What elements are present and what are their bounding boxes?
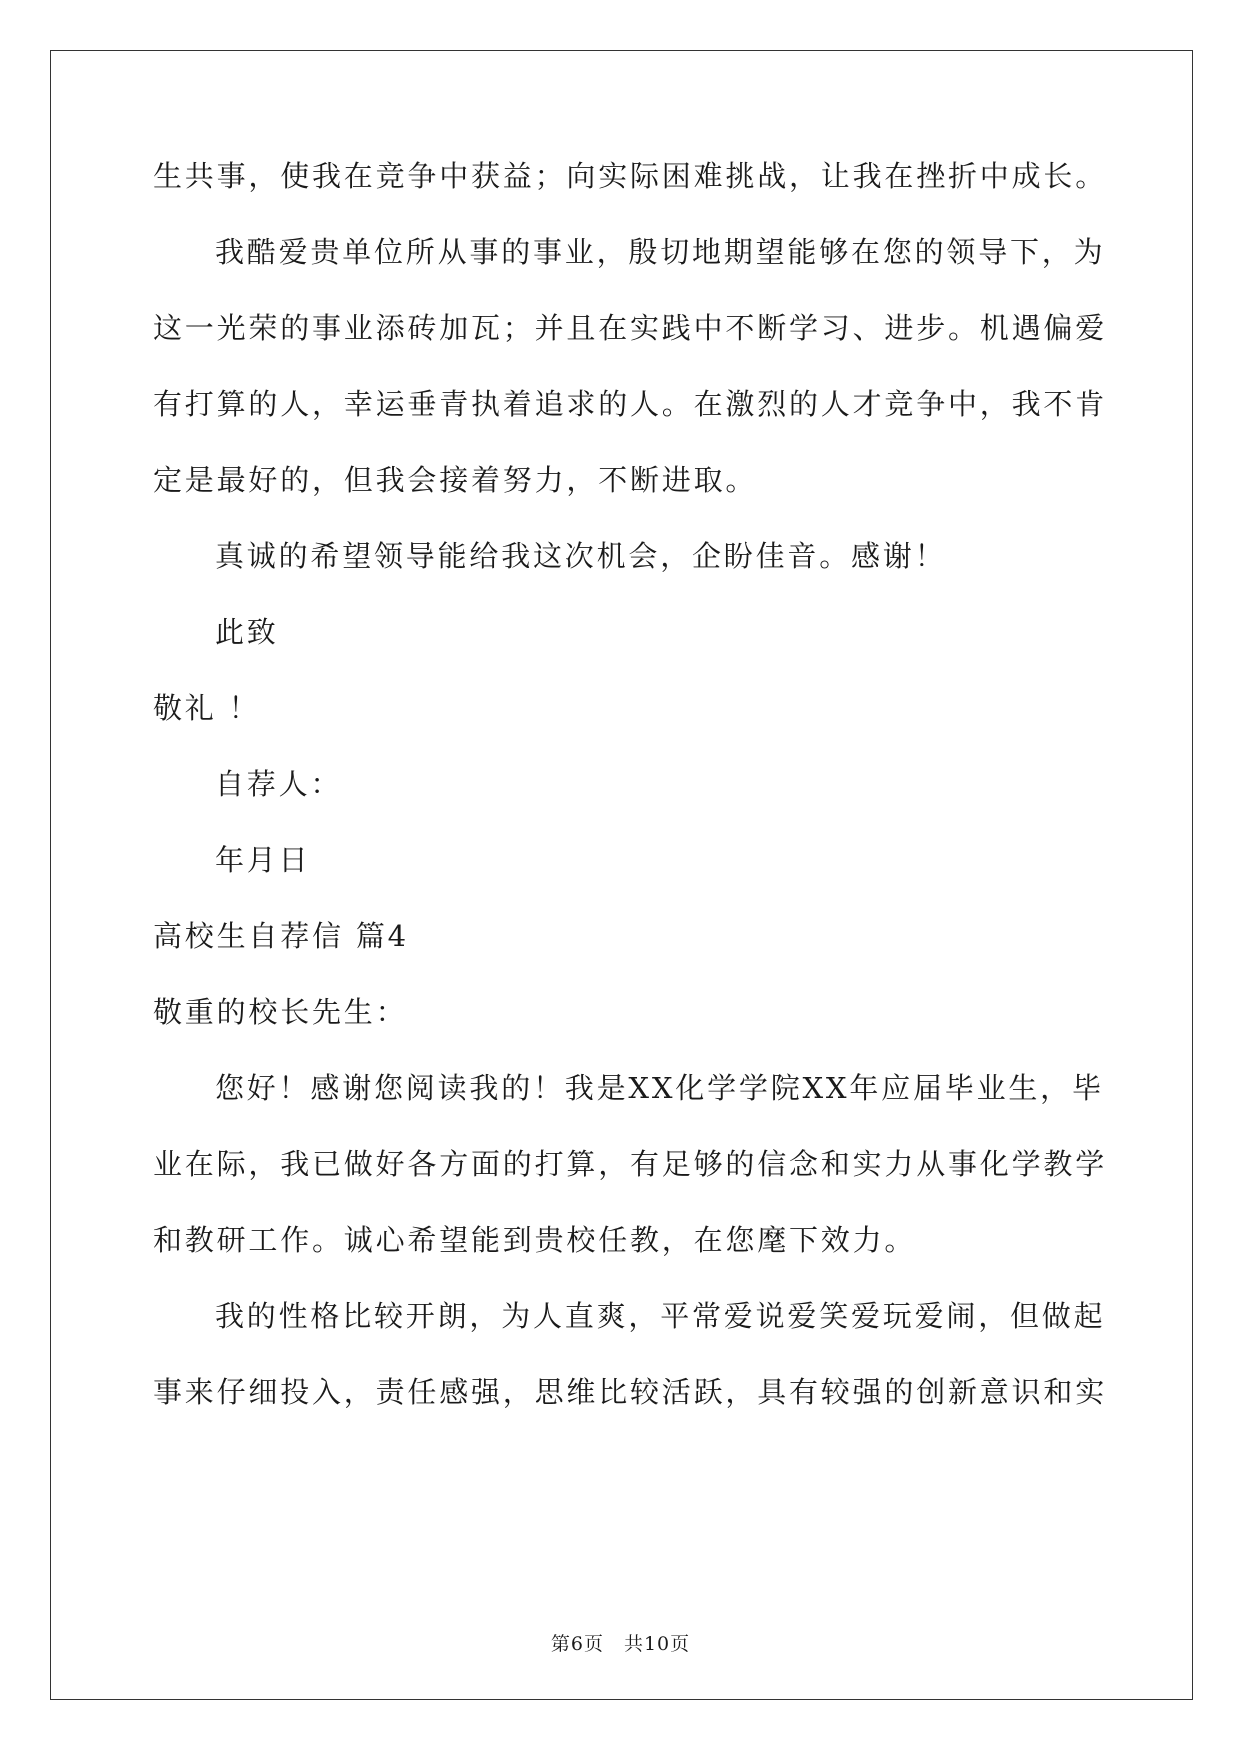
date-label: 年月日: [215, 843, 311, 877]
page-number: 第6页: [550, 1633, 604, 1655]
text-line-4: 有打算的人，幸运垂青执着追求的人。在激烈的人才竞争中，我不肯: [153, 387, 1108, 421]
closing-regards: 敬礼 ！: [153, 691, 261, 725]
text-line-2: 我酷爱贵单位所从事的事业，殷切地期望能够在您的领导下，为: [215, 235, 1106, 269]
section-heading: 高校生自荐信 篇4: [153, 919, 409, 953]
text-line-15: 和教研工作。诚心希望能到贵校任教，在您麾下效力。: [153, 1223, 917, 1257]
text-line-1: 生共事，使我在竞争中获益；向实际困难挑战，让我在挫折中成长。: [153, 159, 1108, 193]
text-line-3: 这一光荣的事业添砖加瓦；并且在实践中不断学习、进步。机遇偏爱: [153, 311, 1108, 345]
page-total: 共10页: [623, 1633, 691, 1655]
text-line-6: 真诚的希望领导能给我这次机会，企盼佳音。感谢！: [215, 539, 947, 573]
page-footer: [0, 1632, 1241, 1656]
text-line-16: 我的性格比较开朗，为人直爽，平常爱说爱笑爱玩爱闹，但做起: [215, 1299, 1106, 1333]
text-line-13: 您好！感谢您阅读我的！我是XX化学学院XX年应届毕业生，毕: [215, 1071, 1104, 1105]
text-line-17: 事来仔细投入，责任感强，思维比较活跃，具有较强的创新意识和实: [153, 1375, 1108, 1409]
closing-salutation: 此致: [215, 615, 279, 649]
greeting: 敬重的校长先生：: [153, 995, 408, 1029]
text-line-14: 业在际，我已做好各方面的打算，有足够的信念和实力从事化学教学: [153, 1147, 1108, 1181]
text-line-5: 定是最好的，但我会接着努力，不断进取。: [153, 463, 758, 497]
signer-label: 自荐人：: [215, 767, 343, 801]
